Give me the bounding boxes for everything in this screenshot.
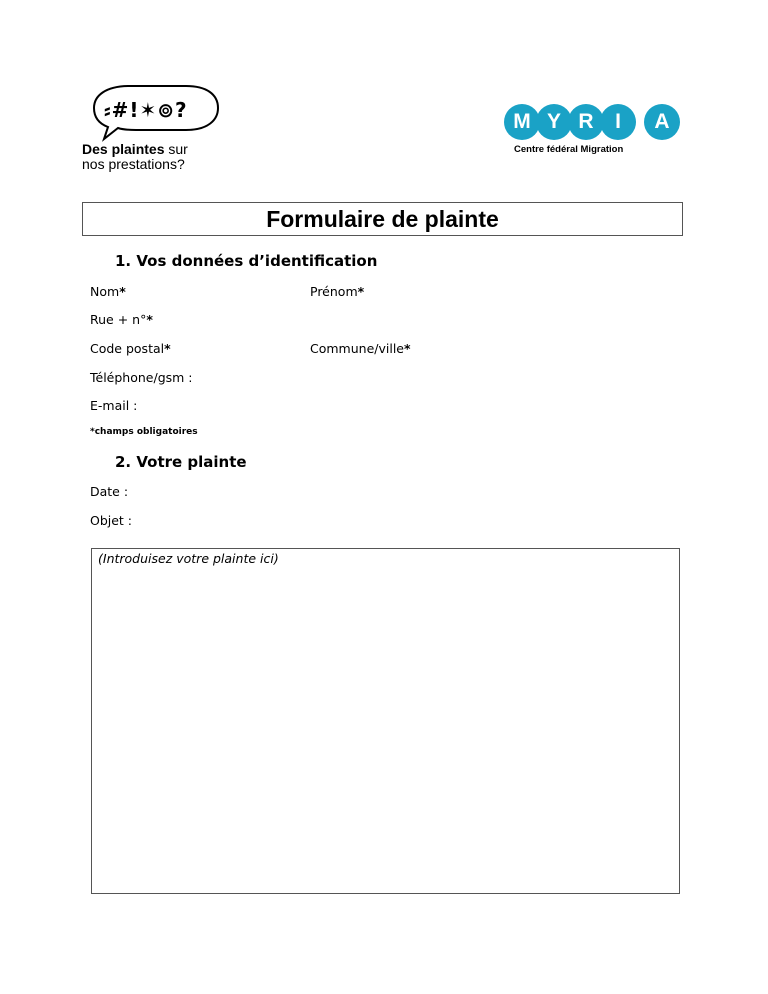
commune-field[interactable] <box>310 341 411 356</box>
required-marker: * <box>164 341 171 356</box>
section1-heading: 1. Vos données d’identification <box>115 252 378 270</box>
complaints-tagline <box>82 142 188 172</box>
code-postal-label: Code postal <box>90 341 165 356</box>
myria-logo <box>504 104 676 140</box>
section2-heading: 2. Votre plainte <box>115 453 247 471</box>
required-marker: * <box>403 341 411 356</box>
myria-subtitle: Centre fédéral Migration <box>514 144 624 155</box>
form-title: Formulaire de plainte <box>266 205 499 232</box>
required-marker: * <box>146 312 153 327</box>
required-marker: * <box>357 284 365 299</box>
complaint-placeholder: (Introduisez votre plainte ici) <box>98 551 279 566</box>
objet-field[interactable]: Objet : <box>90 513 133 528</box>
tagline-rest: sur <box>164 141 188 157</box>
myria-letter-r: R <box>568 104 604 140</box>
nom-label: Nom <box>90 284 120 299</box>
nom-field[interactable] <box>90 284 126 299</box>
date-field[interactable]: Date : <box>90 484 129 499</box>
prenom-field[interactable] <box>310 284 364 299</box>
commune-label: Commune/ville <box>310 341 404 356</box>
myria-letter-a: A <box>644 104 680 140</box>
tagline-bold: Des plaintes <box>82 141 165 157</box>
rue-label: Rue + n° <box>90 312 147 327</box>
complaint-textarea[interactable] <box>91 548 680 894</box>
telephone-field[interactable]: Téléphone/gsm : <box>90 370 193 385</box>
code-postal-field[interactable] <box>90 341 171 356</box>
prenom-label: Prénom <box>310 284 358 299</box>
rue-field[interactable] <box>90 312 153 327</box>
email-field[interactable]: E-mail : <box>90 398 138 413</box>
bubble-symbols: ⸗#!✶⊚? <box>104 98 188 122</box>
myria-letter-i: I <box>600 104 636 140</box>
required-marker: * <box>119 284 126 299</box>
tagline-line2: nos prestations? <box>82 156 185 172</box>
myria-letter-m: M <box>504 104 540 140</box>
required-note: *champs obligatoires <box>90 427 198 437</box>
form-title-box <box>82 202 683 236</box>
myria-letter-y: Y <box>536 104 572 140</box>
